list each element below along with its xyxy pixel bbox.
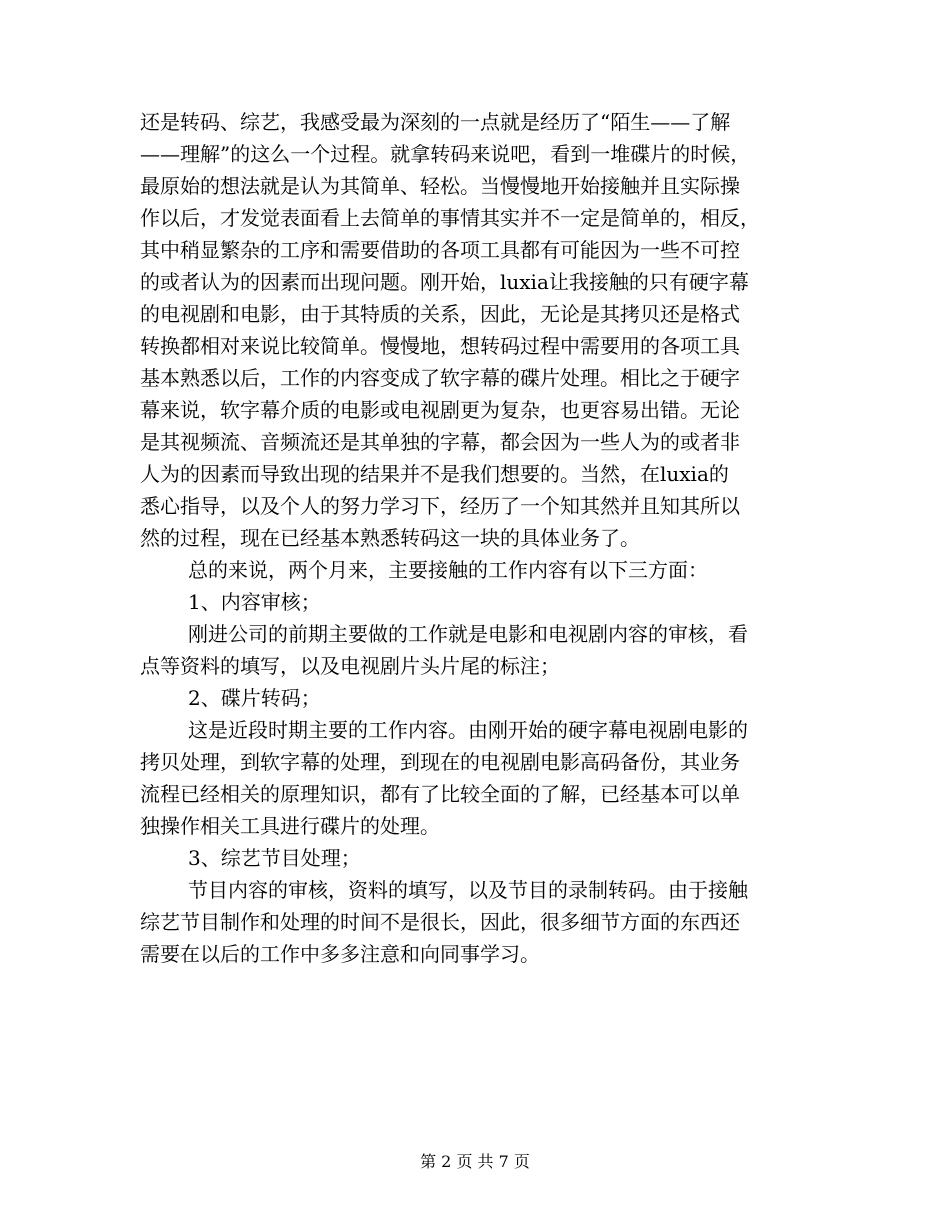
text-line: 基本熟悉以后，工作的内容变成了软字幕的碟片处理。相比之于硬字 [140, 366, 740, 390]
text-line: 人为的因素而导致出现的结果并不是我们想要的。当然，在luxia的 [140, 462, 729, 486]
text-line: ——理解”的这么一个过程。就拿转码来说吧，看到一堆碟片的时候， [140, 142, 751, 166]
text-line: 需要在以后的工作中多多注意和向同事学习。 [140, 942, 540, 966]
text-line: 节目内容的审核，资料的填写，以及节目的录制转码。由于接触 [188, 878, 748, 902]
text-line: 作以后，才发觉表面看上去简单的事情其实并不一定是简单的，相反， [140, 206, 760, 230]
text-line: 2、碟片转码； [188, 686, 321, 710]
text-line: 总的来说，两个月来，主要接触的工作内容有以下三方面： [188, 558, 708, 582]
text-line: 点等资料的填写，以及电视剧片头片尾的标注； [140, 654, 560, 678]
document-body [140, 106, 812, 970]
text-line: 是其视频流、音频流还是其单独的字幕，都会因为一些人为的或者非 [140, 430, 740, 454]
paragraph [140, 586, 812, 618]
paragraph [140, 106, 812, 554]
text-line: 1、内容审核； [188, 590, 321, 614]
paragraph [140, 554, 812, 586]
paragraph [140, 618, 812, 682]
text-line: 3、综艺节目处理； [188, 846, 361, 870]
paragraph [140, 842, 812, 874]
paragraph [140, 874, 812, 970]
paragraph [140, 714, 812, 842]
text-line: 流程已经相关的原理知识，都有了比较全面的了解，已经基本可以单 [140, 782, 740, 806]
text-line: 幕来说，软字幕介质的电影或电视剧更为复杂，也更容易出错。无论 [140, 398, 740, 422]
text-line: 转换都相对来说比较简单。慢慢地，想转码过程中需要用的各项工具 [140, 334, 740, 358]
text-line: 还是转码、综艺，我感受最为深刻的一点就是经历了“陌生——了解 [140, 110, 731, 134]
text-line: 然的过程，现在已经基本熟悉转码这一块的具体业务了。 [140, 526, 640, 550]
text-line: 独操作相关工具进行碟片的处理。 [140, 814, 440, 838]
text-line: 综艺节目制作和处理的时间不是很长，因此，很多细节方面的东西还 [140, 910, 740, 934]
text-line: 拷贝处理，到软字幕的处理，到现在的电视剧电影高码备份，其业务 [140, 750, 740, 774]
text-line: 的电视剧和电影，由于其特质的关系，因此，无论是其拷贝还是格式 [140, 302, 740, 326]
paragraph [140, 682, 812, 714]
text-line: 其中稍显繁杂的工序和需要借助的各项工具都有可能因为一些不可控 [140, 238, 740, 262]
text-line: 刚进公司的前期主要做的工作就是电影和电视剧内容的审核，看 [188, 622, 748, 646]
text-line: 的或者认为的因素而出现问题。刚开始，luxia让我接触的只有硬字幕 [140, 270, 749, 294]
page-footer: 第 2 页 共 7 页 [420, 1152, 530, 1171]
text-line: 悉心指导，以及个人的努力学习下，经历了一个知其然并且知其所以 [140, 494, 740, 518]
text-line: 最原始的想法就是认为其简单、轻松。当慢慢地开始接触并且实际操 [140, 174, 740, 198]
text-line: 这是近段时期主要的工作内容。由刚开始的硬字幕电视剧电影的 [188, 718, 748, 742]
